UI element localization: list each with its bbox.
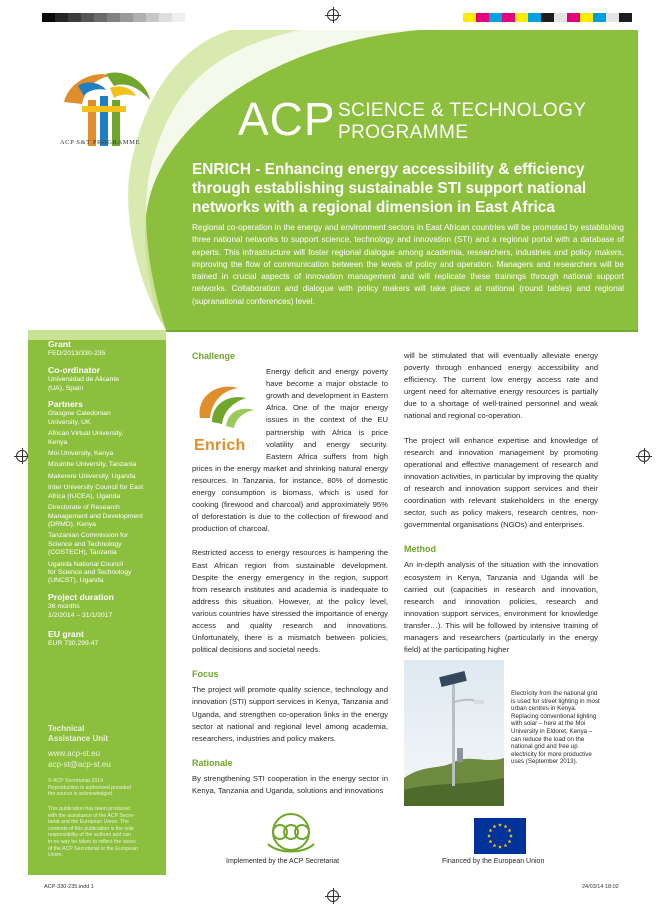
eu-star — [504, 844, 508, 848]
partner-line: Uganda National Council — [48, 560, 124, 568]
partner-line: Science and Technology — [48, 540, 122, 548]
eu-star — [498, 845, 502, 849]
headline-line: ENRICH - Enhancing energy accessibility & efficiency — [192, 161, 585, 178]
partner-item — [48, 484, 166, 501]
acp-title: ACP — [238, 93, 336, 145]
eu-star — [508, 829, 512, 833]
partner-line: University, UK — [48, 418, 91, 426]
enrich-logo-text: Enrich — [194, 437, 246, 455]
partner-line: Moi University, Kenya — [48, 450, 114, 458]
eu-star — [493, 844, 497, 848]
eu-stars-icon — [474, 818, 526, 854]
partner-item — [48, 532, 166, 557]
partner-item — [48, 561, 166, 586]
small-print-line: responsibility of the authors and can — [48, 832, 132, 839]
partner-line: African Virtual University, — [48, 430, 124, 438]
solar-streetlight-photo — [404, 660, 504, 806]
partner-line: (DRMD), Kenya — [48, 520, 96, 528]
challenge-heading: Challenge — [192, 351, 236, 361]
partner-line: Kenya — [48, 438, 68, 446]
project-headline — [192, 160, 632, 217]
eu-grant-heading: EU grant — [48, 628, 84, 639]
eu-star — [508, 840, 512, 844]
rationale-heading: Rationale — [192, 757, 233, 768]
copyright-notice — [48, 778, 156, 798]
partner-line: Glasgow Caledonian — [48, 410, 111, 418]
headline-line: networks with a regional dimension in East Africa — [192, 199, 555, 216]
duration-heading: Project duration — [48, 591, 114, 602]
challenge-paragraph-2: Restricted access to energy resources is hampering the East African region from sustainable development. Despite the energy emergency in the region, support from research institutes and academia is inadequate to address this situation. However, at the policy level, various countries have stressed the importance of energy access and quality research and innovations. Unfortunately, there is a mismatch between policies, political decisions and societal needs. — [192, 548, 388, 655]
eu-star — [504, 824, 508, 828]
duration-line: 1/2/2014 – 31/1/2017 — [48, 611, 113, 619]
print-slug-date: 24/03/14 18:02 — [582, 884, 619, 890]
partner-line: Management and Development — [48, 512, 143, 520]
focus-heading: Focus — [192, 669, 219, 680]
website-link[interactable]: www.acp-st.eu — [48, 749, 101, 758]
partner-line: (COSTECH), Tanzania — [48, 549, 117, 557]
partner-item — [48, 504, 166, 529]
small-print-line: This publication has been produced — [48, 806, 130, 812]
partner-line: Makerere University, Uganda — [48, 472, 136, 480]
small-print-line: the source is acknowledged. — [48, 791, 114, 798]
contact-block — [48, 748, 111, 770]
eu-star — [489, 829, 493, 833]
small-print-line: © ACP Secretariat 2014 — [48, 778, 104, 784]
disclaimer-notice — [48, 806, 156, 859]
tech-unit-line: Technical — [48, 724, 85, 733]
duration-line: 36 months — [48, 603, 80, 611]
eu-flag — [474, 818, 526, 854]
logo-caption: ACP S&T PROGRAMME — [59, 139, 141, 146]
challenge-text: Energy deficit and energy poverty have become a major obstacle to growth and development in Eastern Africa. One of the major energy issues in the context of the EU partnership with Africa is price volatility and energy security. Eastern Africa suffers from high prices in the energy market and shrinking natural energy resources. In Tanzania, for instance, 80% of domestic energy consumption is biomass, which is used for cooking (firewood and charcoal) and approximately 95% of deforestation is due to the collection of firewood and production of charcoal. — [192, 367, 388, 534]
implemented-by-text: Implemented by the ACP Secretariat — [226, 858, 340, 865]
print-slug-file: ACP-330-235.indd 1 — [44, 884, 94, 890]
intro-paragraph: Regional co-operation in the energy and environment sectors in East African countries will be promoted by establishing three national networks to support science, technology and innovation (STI) and a regional portal with a database of experts. This infrastructure will foster regional dialogue among academia, researchers, industries and policy makers, improving the flow of communication between the levels of policy and operation. Managers and researchers will be trained in crucial aspects of innovation management and will replicate these trainings through national support networks. Collaboration and dialogue with policy makers will take place at national (round tables) and regional (supranational conferences) level. — [192, 223, 624, 306]
partner-line: Inter University Council for East — [48, 484, 144, 492]
acp-st-programme-logo — [60, 66, 152, 150]
small-print-line: Reproduction is authorised provided — [48, 784, 132, 791]
challenge-paragraph-1 — [192, 366, 388, 535]
partners-list — [48, 410, 166, 585]
project-info-sidebar — [48, 340, 166, 649]
partner-item — [48, 461, 166, 469]
small-print-line: of the ACP Secretariat or the European — [48, 845, 138, 852]
partner-line: for Science and Technology — [48, 568, 132, 576]
small-print-line: in no way be taken to reflect the views — [48, 838, 136, 845]
technical-assistance-unit — [48, 724, 108, 744]
rationale-paragraph: By strengthening STI cooperation in the energy sector in Kenya, Tanzania and Uganda, solutions and innovations — [192, 773, 388, 795]
partners-heading: Partners — [48, 399, 83, 410]
eu-star — [498, 823, 502, 827]
email-link[interactable]: acp-st@acp-st.eu — [48, 760, 111, 769]
column-right — [404, 350, 598, 668]
partner-line: Tanzanian Commission for — [48, 532, 129, 540]
partner-line: (UNCST), Uganda — [48, 577, 104, 585]
col2-paragraph-2: The project will enhance expertise and knowledge of research and innovation management by promoting operational and effective management of research and innovation activities, in particular by improving the quality of research and innovation support services and their coordination with relevant stakeholders in the energy sector, such as policy makers, research centres, non-governmental organisations (NGOs) and enterprises. — [404, 435, 598, 530]
coordinator-heading: Co-ordinator — [48, 364, 101, 375]
coordinator-line: (UA), Spain — [48, 384, 84, 392]
partner-item — [48, 410, 166, 427]
method-heading: Method — [404, 544, 436, 555]
tech-unit-line: Assistance Unit — [48, 734, 109, 743]
partner-line: Directorate of Research — [48, 504, 120, 512]
eu-star — [493, 824, 497, 828]
enrich-logo — [192, 378, 260, 460]
grant-heading: Grant — [48, 339, 71, 349]
col2-paragraph-1: will be stimulated that will eventually alleviate energy poverty through enhanced energy accessibility and efficiency. The current low energy access rate and urgent need for alternative energy resources is partially due to a shortage of well-trained personnel and weak national and regional co-operation. — [404, 351, 598, 421]
eu-grant-value: EUR 730,299.47 — [48, 640, 99, 648]
acp-secretariat-seal — [258, 812, 324, 858]
coordinator-line: Universidad de Alicante — [48, 376, 120, 384]
partner-item — [48, 430, 166, 447]
small-print-line: tariat and the European Union. The — [48, 819, 129, 826]
eu-star — [509, 834, 513, 838]
programme-title-line1: SCIENCE & TECHNOLOGY — [338, 100, 587, 121]
small-print-line: Union. — [48, 852, 63, 859]
partner-line: Africa (IUCEA), Uganda — [48, 492, 121, 500]
grant-value: FED/2013/330-235 — [48, 350, 106, 358]
eu-star — [489, 840, 493, 844]
partner-item — [48, 450, 166, 458]
column-left — [192, 350, 388, 809]
method-paragraph: An in-depth analysis of the situation with the innovation ecosystem in Kenya, Tanzania and Uganda will be carried out (capacities in research and innovation, research and innovation policies, research and innovation support services, environment for knowledge transfer…). This will be followed by intensive training of managers and researchers (particularly in the energy field) at the participating higher — [404, 560, 598, 655]
eu-star — [487, 834, 491, 838]
small-print-line: with the assistance of the ACP Secre- — [48, 812, 135, 819]
enrich-swirl-icon — [192, 378, 258, 442]
programme-title-line2: PROGRAMME — [338, 122, 469, 143]
financed-by-text: Financed by the European Union — [442, 858, 545, 865]
headline-line: through establishing sustainable STI support national — [192, 180, 587, 197]
small-print-line: contents of this publication is the sole — [48, 825, 134, 832]
photo-caption: Electricity from the national grid is used for street lighting in most urban centres in Kenya. Replacing conventional lighting with solar – here at the Moi University in Eldoret, Kenya – can reduce the load on the national grid and free up electricity for more productive uses (September 2013). — [511, 690, 600, 766]
partner-line: Mzumbe University, Tanzania — [48, 461, 137, 469]
focus-paragraph: The project will promote quality science, technology and innovation (STI) support services in Kenya, Tanzania and Uganda, and strengthen co-operation links in the energy sector at national and regional level among academia, researchers, industries and policy makers. — [192, 685, 388, 743]
partner-item — [48, 473, 166, 481]
